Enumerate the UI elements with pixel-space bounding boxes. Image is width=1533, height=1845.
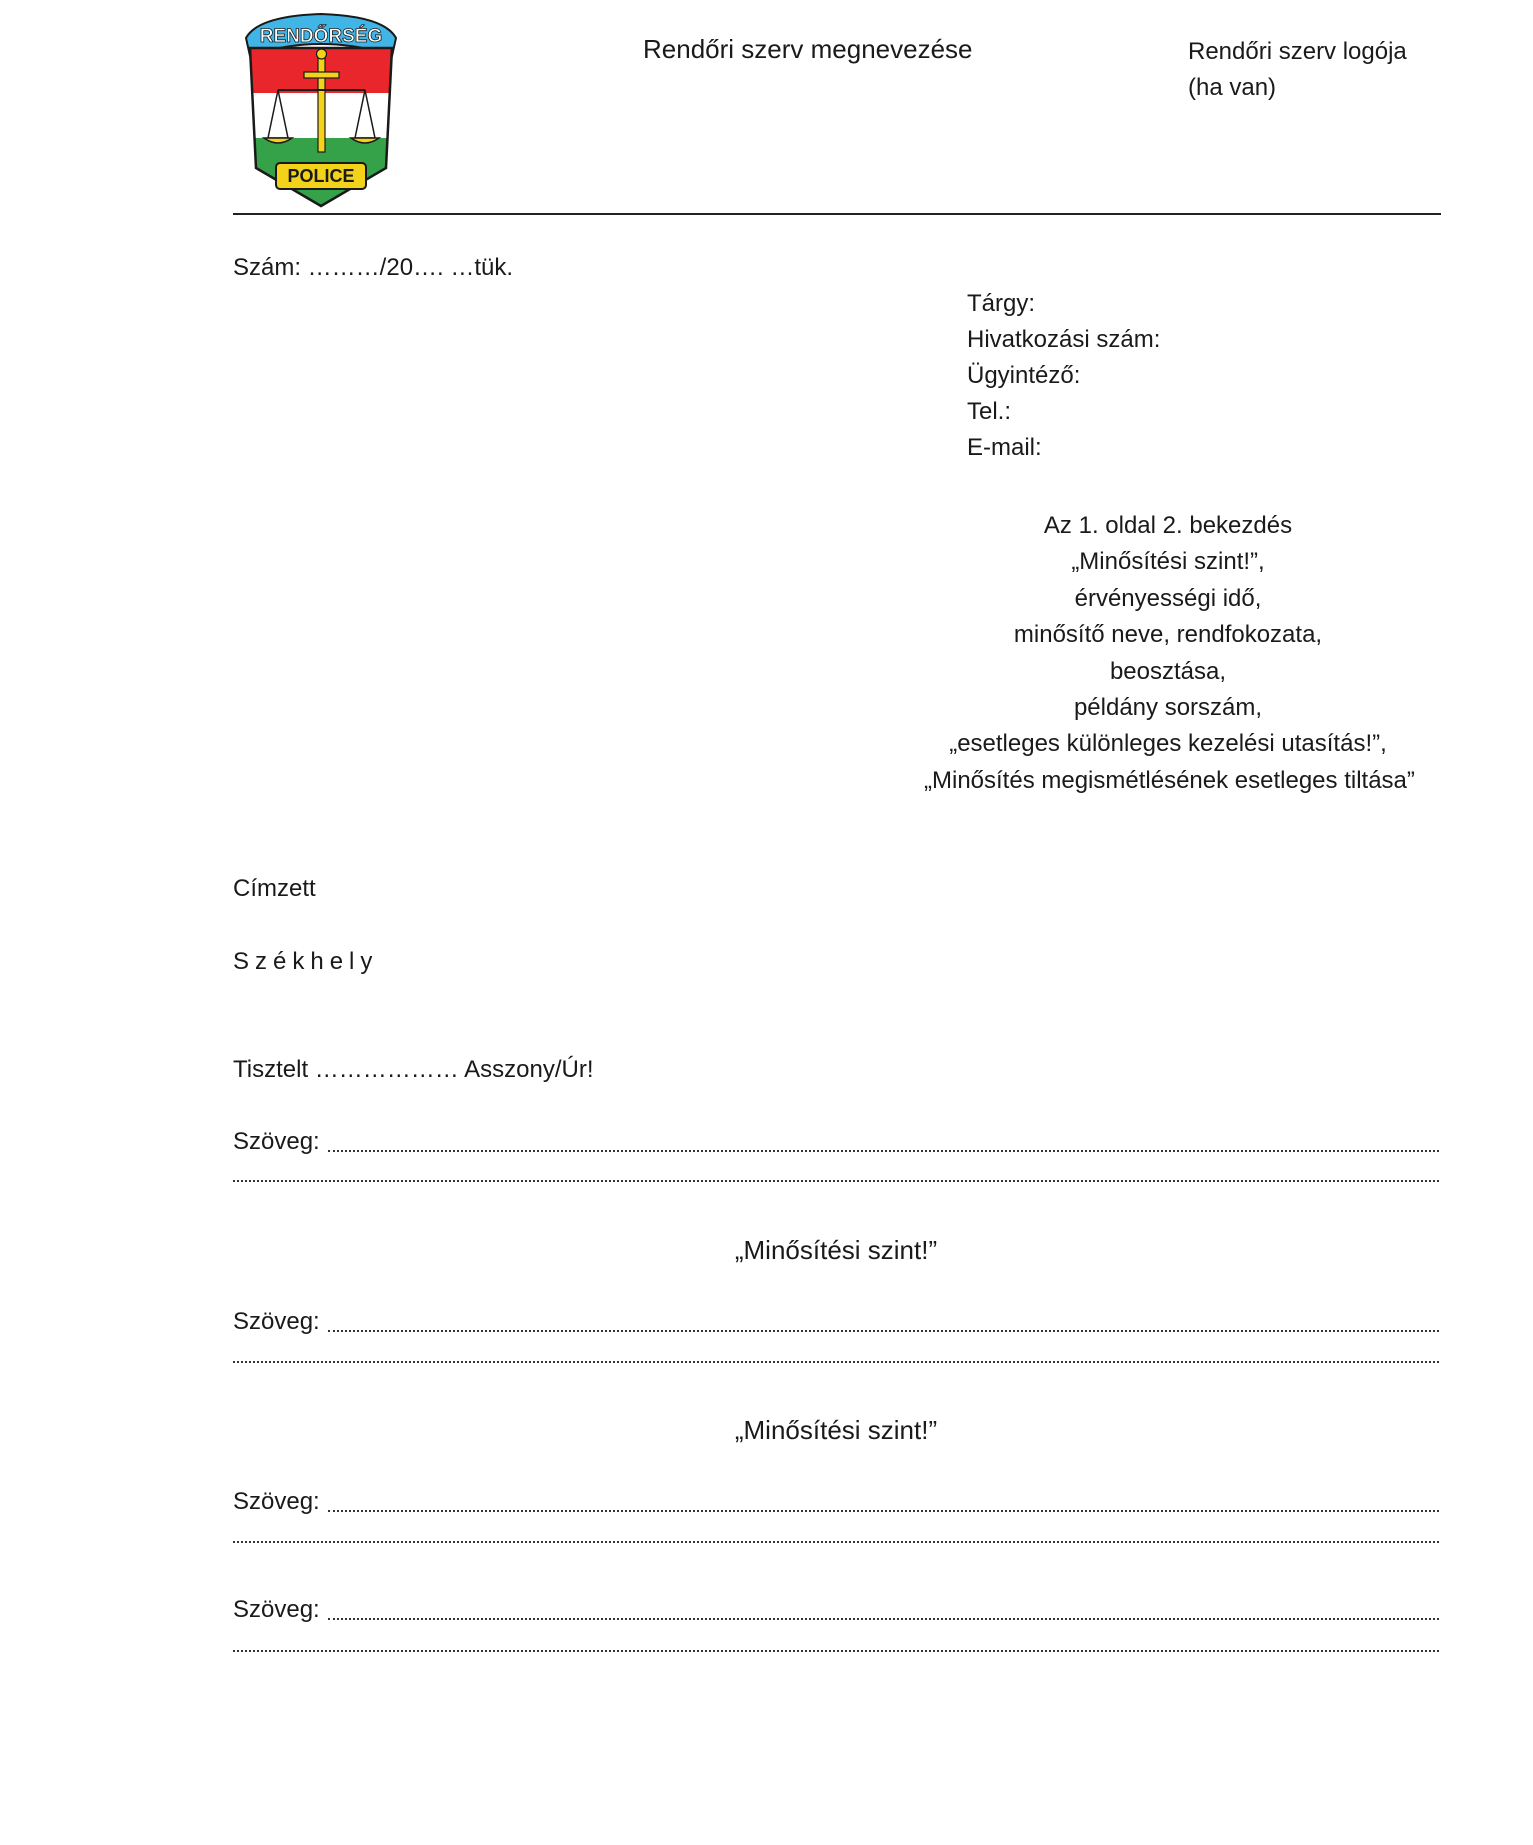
salutation: Tisztelt ……………… Asszony/Úr! xyxy=(233,1056,594,1083)
classification-line: érvényességi idő, xyxy=(1074,584,1262,612)
subject-label: Tárgy: xyxy=(967,290,1036,317)
email-label: E-mail: xyxy=(967,434,1042,461)
classification-line: minősítő neve, rendfokozata, xyxy=(1013,621,1323,649)
org-name: Rendőri szerv megnevezése xyxy=(643,34,973,64)
dotted-line xyxy=(233,1180,1439,1182)
logo-note-line2: (ha van) xyxy=(1188,74,1277,101)
classification-heading: „Minősítési szint!” xyxy=(734,1415,938,1445)
case-officer-label: Ügyintéző: xyxy=(967,362,1081,389)
text-line xyxy=(233,1484,1439,1520)
text-label: Szöveg: xyxy=(233,1488,320,1515)
reference-number-label: Hivatkozási szám: xyxy=(967,326,1161,353)
classification-line: példány sorszám, xyxy=(1073,694,1263,722)
recipient-seat: Székhely xyxy=(233,948,379,975)
text-line xyxy=(233,1592,1439,1628)
meta-block xyxy=(967,286,1160,466)
reference-number: Szám: ………/20…. …tük. xyxy=(233,254,514,281)
phone-label: Tel.: xyxy=(967,398,1012,425)
logo-note xyxy=(1188,34,1407,106)
classification-line: „Minősítés megismétlésének esetleges tiltása” xyxy=(924,766,1415,794)
dotted-line xyxy=(233,1361,1439,1363)
logo-top-text: RENDŐRSÉG xyxy=(259,26,383,47)
dotted-line xyxy=(233,1650,1439,1652)
header-divider xyxy=(233,213,1441,215)
classification-line: „esetleges különleges kezelési utasítás!”, xyxy=(949,730,1387,758)
text-line xyxy=(233,1304,1439,1340)
text-line xyxy=(233,1124,1439,1160)
classification-line: beosztása, xyxy=(1109,657,1227,685)
logo-bottom-text: POLICE xyxy=(287,166,355,186)
classification-line: „Minősítési szint!”, xyxy=(1071,548,1265,576)
logo-note-line1: Rendőri szerv logója xyxy=(1188,38,1407,65)
text-label: Szöveg: xyxy=(233,1308,320,1335)
classification-line: Az 1. oldal 2. bekezdés xyxy=(1043,512,1293,539)
text-label: Szöveg: xyxy=(233,1128,320,1155)
classification-block xyxy=(924,508,1415,799)
dotted-fill xyxy=(328,1330,1439,1332)
recipient-name: Címzett xyxy=(233,875,316,902)
dotted-fill xyxy=(328,1510,1439,1512)
dotted-line xyxy=(233,1541,1439,1543)
classification-heading: „Minősítési szint!” xyxy=(734,1235,938,1265)
dotted-fill xyxy=(328,1618,1439,1620)
text-label: Szöveg: xyxy=(233,1596,320,1623)
police-shield-icon xyxy=(238,8,404,208)
dotted-fill xyxy=(328,1150,1439,1152)
